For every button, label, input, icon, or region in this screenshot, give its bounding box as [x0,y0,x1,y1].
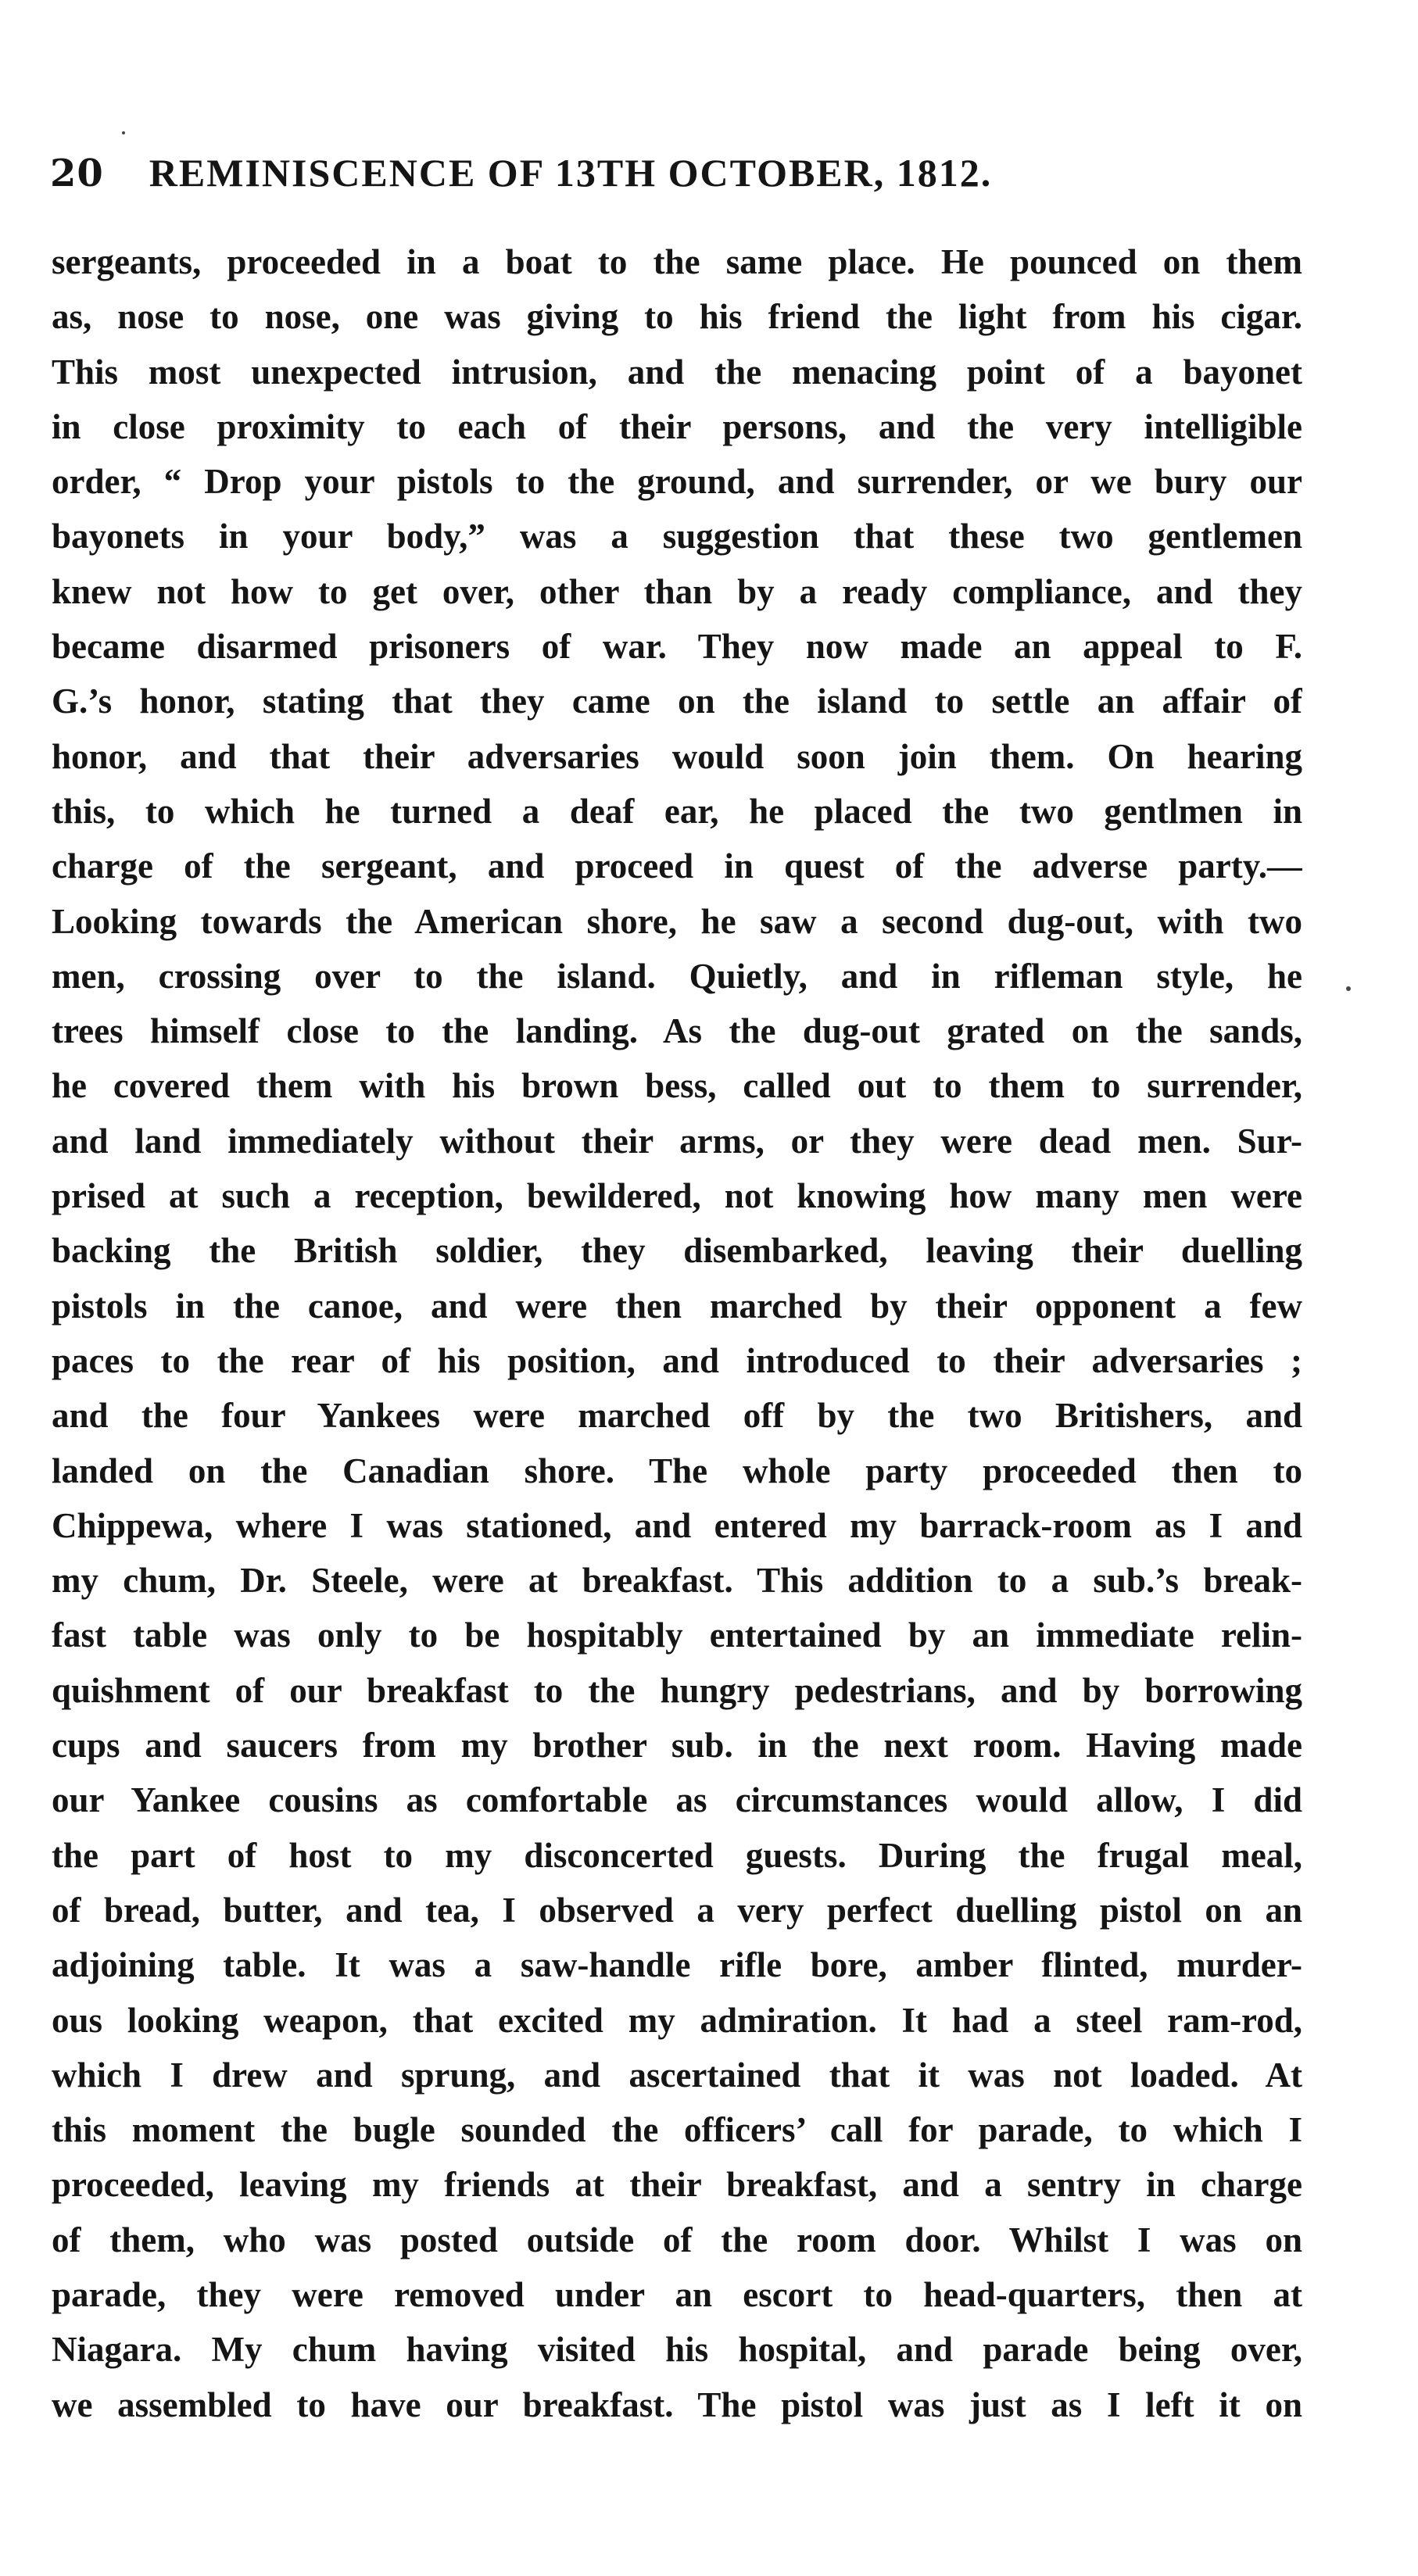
text-line: Looking towards the American shore, he saw a second dug-out, with two [52,901,1302,941]
text-line: trees himself close to the landing. As the dug-out grated on the sands, [52,1011,1302,1051]
text-line: and land immediately without their arms, or they were dead men. Sur- [52,1121,1302,1161]
text-line: which I drew and sprung, and ascertained that it was not loaded. At [52,2055,1302,2095]
running-title: REMINISCENCE OF 13TH OCTOBER, 1812. [149,151,993,195]
text-line: landed on the Canadian shore. The whole party proceeded then to [52,1451,1302,1490]
text-line: became disarmed prisoners of war. They now made an appeal to F. [52,627,1302,667]
text-line: pistols in the canoe, and were then marched by their opponent a few [52,1286,1302,1326]
text-line: my chum, Dr. Steele, were at breakfast. This addition to a sub.’s break- [52,1561,1302,1601]
text-line: this moment the bugle sounded the officers’ call for parade, to which I [52,2110,1302,2150]
print-speck [122,131,125,134]
text-line: fast table was only to be hospitably entertained by an immediate relin- [52,1615,1302,1655]
body-text [52,234,1302,2432]
text-line: backing the British soldier, they disembarked, leaving their duelling [52,1231,1302,1271]
text-line: sergeants, proceeded in a boat to the same place. He pounced on them [52,242,1302,281]
text-line: charge of the sergeant, and proceed in quest of the adverse party.— [52,846,1302,886]
text-line: proceeded, leaving my friends at their breakfast, and a sentry in charge [52,2165,1302,2205]
page-number: 20 [50,152,104,195]
text-line: adjoining table. It was a saw-handle rifle bore, amber flinted, murder- [52,1945,1302,1985]
text-line: ous looking weapon, that excited my admiration. It had a steel ram-rod, [52,2000,1302,2040]
text-line: This most unexpected intrusion, and the menacing point of a bayonet [52,352,1302,392]
text-line: and the four Yankees were marched off by the two Britishers, and [52,1396,1302,1436]
text-line: prised at such a reception, bewildered, not knowing how many men were [52,1176,1302,1216]
text-line: our Yankee cousins as comfortable as circumstances would allow, I did [52,1780,1302,1820]
text-line: paces to the rear of his position, and introduced to their adversaries ; [52,1340,1302,1380]
text-line: we assembled to have our breakfast. The pistol was just as I left it on [52,2385,1302,2424]
text-line: he covered them with his brown bess, called out to them to surrender, [52,1066,1302,1106]
text-line: cups and saucers from my brother sub. in the next room. Having made [52,1726,1302,1766]
text-line: of them, who was posted outside of the room door. Whilst I was on [52,2220,1302,2259]
text-line: Niagara. My chum having visited his hospital, and parade being over, [52,2330,1302,2370]
text-line: in close proximity to each of their persons, and the very intelligible [52,406,1302,446]
text-line: order, “ Drop your pistols to the ground, and surrender, or we bury our [52,462,1302,502]
print-speck [1346,986,1351,991]
text-line: parade, they were removed under an escort to head-quarters, then at [52,2274,1302,2314]
text-line: of bread, butter, and tea, I observed a very perfect duelling pistol on an [52,1890,1302,1930]
page-header [50,150,1285,205]
text-line: knew not how to get over, other than by a ready compliance, and they [52,571,1302,611]
text-line: men, crossing over to the island. Quietly, and in rifleman style, he [52,956,1302,996]
text-line: G.’s honor, stating that they came on the island to settle an affair of [52,682,1302,721]
text-line: honor, and that their adversaries would soon join them. On hearing [52,736,1302,776]
text-line: Chippewa, where I was stationed, and entered my barrack-room as I and [52,1505,1302,1545]
text-line: this, to which he turned a deaf ear, he placed the two gentlmen in [52,791,1302,831]
text-line: bayonets in your body,” was a suggestion that these two gentlemen [52,517,1302,556]
text-line: as, nose to nose, one was giving to his friend the light from his cigar. [52,297,1302,337]
text-line: quishment of our breakfast to the hungry pedestrians, and by borrowing [52,1670,1302,1710]
text-line: the part of host to my disconcerted guests. During the frugal meal, [52,1835,1302,1875]
